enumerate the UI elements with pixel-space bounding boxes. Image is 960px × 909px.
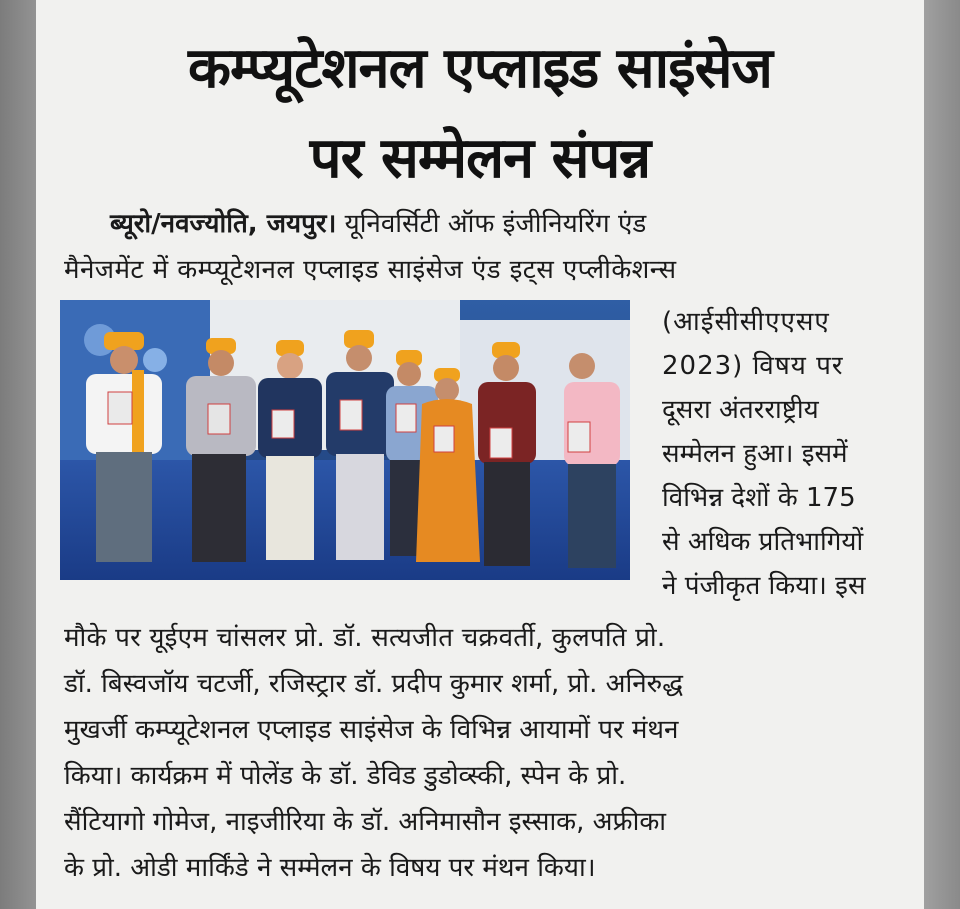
event-photo — [60, 300, 630, 580]
article-line-13: किया। कार्यक्रम में पोलेंड के डॉ. डेविड डुडोव्स्की, स्पेन के प्रो. — [64, 761, 627, 791]
article-line-11: डॉ. बिस्वजॉय चटर्जी, रजिस्ट्रार डॉ. प्रदीप कुमार शर्मा, प्रो. अनिरुद्ध — [64, 669, 683, 699]
newspaper-clipping — [36, 0, 924, 909]
article-line-9: ने पंजीकृत किया। इस — [662, 571, 866, 601]
event-photo-image — [60, 300, 630, 580]
article-line-7: विभिन्न देशों के 175 — [662, 483, 856, 513]
article-text: यूनिवर्सिटी ऑफ इंजीनियरिंग एंड — [344, 209, 647, 239]
article-line-4: 2023) विषय पर — [662, 351, 844, 381]
page-left-margin — [0, 0, 36, 909]
article-line-15: के प्रो. ओडी मार्किंडे ने सम्मेलन के विषय पर मंथन किया। — [64, 853, 596, 883]
article-line-14: सैंटियागो गोमेज, नाइजीरिया के डॉ. अनिमासौन इस्साक, अफ्रीका — [64, 807, 667, 837]
byline: ब्यूरो/नवज्योति, जयपुर। — [110, 209, 337, 239]
article-line-6: सम्मेलन हुआ। इसमें — [662, 439, 848, 469]
article-line-5: दूसरा अंतरराष्ट्रीय — [662, 395, 819, 425]
page-right-margin — [924, 0, 960, 909]
article-line-12: मुखर्जी कम्प्यूटेशनल एप्लाइड साइंसेज के विभिन्न आयामों पर मंथन — [64, 715, 679, 745]
headline-line-2: पर सम्मेलन संपन्न — [309, 126, 651, 191]
article-line-3: (आईसीसीएएसए — [662, 307, 830, 337]
article-line-2: मैनेजमेंट में कम्प्यूटेशनल एप्लाइड साइंसेज एंड इट्स एप्लीकेशन्स — [64, 255, 677, 285]
headline-line-1: कम्प्यूटेशनल एप्लाइड साइंसेज — [188, 36, 772, 101]
article-line-10: मौके पर यूईएम चांसलर प्रो. डॉ. सत्यजीत चक्रवर्ती, कुलपति प्रो. — [64, 623, 666, 653]
article-line-8: से अधिक प्रतिभागियों — [662, 527, 864, 557]
article-line-1 — [110, 204, 646, 240]
